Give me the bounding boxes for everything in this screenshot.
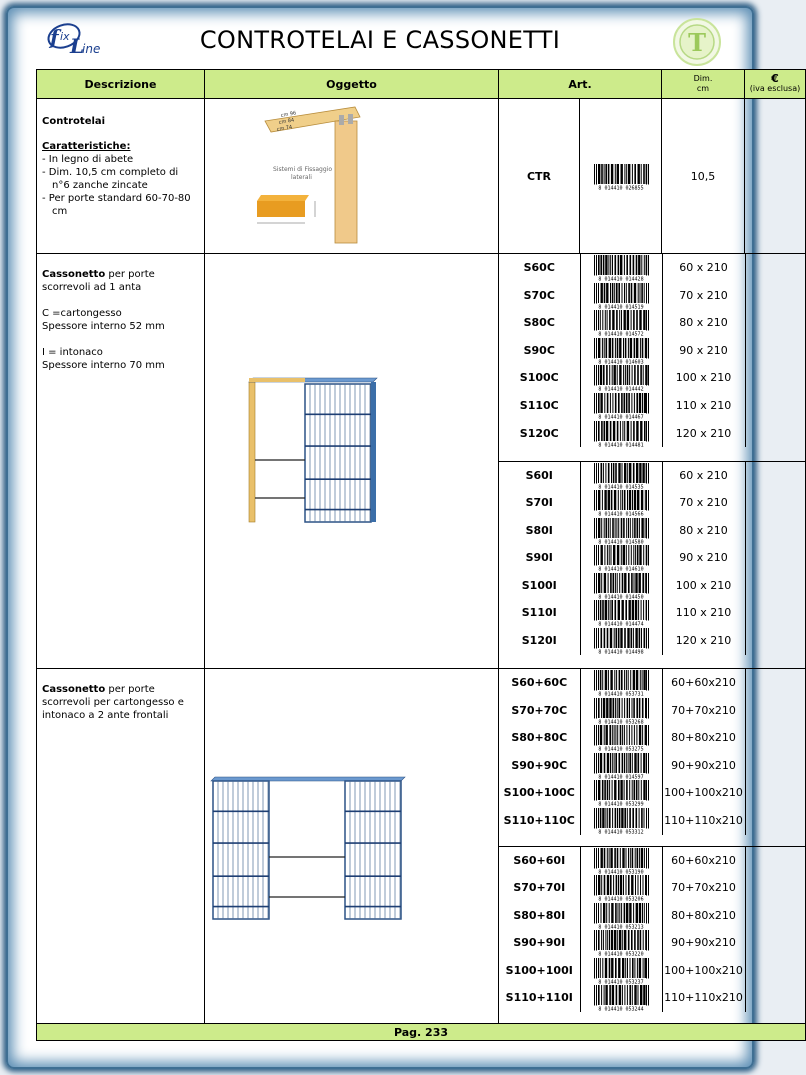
price-cell [745, 489, 806, 517]
barcode-icon [588, 627, 654, 654]
desc-controtelai [37, 99, 205, 254]
item-dim: 110+110x210 [662, 807, 745, 835]
desc-cassonetto-1 [37, 254, 205, 669]
barcode-icon [588, 364, 654, 391]
item-code: S60+60I [499, 847, 580, 875]
item-row [499, 572, 806, 600]
barcode-number: 8 014410 014519 [598, 304, 644, 311]
item-row [499, 337, 806, 365]
svg-text:ine: ine [82, 42, 101, 56]
item-dim: 110+110x210 [662, 984, 745, 1012]
price-cell [745, 957, 806, 985]
barcode-number: 8 014410 053731 [598, 691, 644, 698]
table-row-controtelai [37, 99, 806, 254]
price-cell [745, 462, 806, 490]
item-code: S70C [499, 282, 580, 310]
barcode-icon [588, 572, 654, 599]
item-row [499, 697, 806, 725]
barcode-number: 8 014410 014580 [598, 539, 644, 546]
item-dim: 60 x 210 [662, 462, 745, 490]
image-controtelai [205, 99, 499, 254]
price-cell [745, 99, 806, 254]
item-dim: 70+70x210 [662, 874, 745, 902]
item-dim: 90+90x210 [662, 752, 745, 780]
barcode-icon [588, 957, 654, 984]
barcode-number: 8 014410 014481 [598, 442, 644, 449]
barcode-number: 8 014410 014442 [598, 386, 644, 393]
item-row [499, 392, 806, 420]
barcode-number: 8 014410 014498 [598, 649, 644, 656]
barcode-icon [588, 669, 654, 696]
item-row [499, 282, 806, 310]
group-i-cell [499, 461, 806, 669]
barcode-icon [588, 902, 654, 929]
barcode-cell [580, 309, 662, 337]
desc-title-rest: per porte scorrevoli per cartongesso e intonaco a 2 ante frontali [42, 684, 184, 721]
barcode-icon [588, 163, 654, 190]
item-code: S100+100I [499, 957, 580, 985]
price-cell [745, 572, 806, 600]
barcode-cell [580, 462, 662, 490]
barcode-icon [588, 984, 654, 1011]
barcode-cell [580, 847, 662, 875]
barcode-number: 8 014410 014597 [598, 774, 644, 781]
barcode-cell [580, 874, 662, 902]
barcode-icon [588, 420, 654, 447]
barcode-cell [580, 282, 662, 310]
price-note: (iva esclusa) [749, 84, 801, 93]
dim-label: cm 96 [280, 110, 297, 119]
barcode-number: 8 014410 014535 [598, 484, 644, 490]
items-group-c [499, 669, 805, 835]
item-dim: 100+100x210 [662, 779, 745, 807]
barcode-number: 8 014410 053299 [598, 801, 644, 808]
item-row [499, 462, 806, 490]
barcode-cell [580, 627, 662, 655]
catalog-sheet [36, 14, 801, 1039]
barcode-number: 8 014410 014474 [598, 621, 644, 628]
group-i-cell [499, 846, 806, 1024]
col-dim-unit: cm [696, 84, 710, 93]
image-cassonetto-2 [205, 669, 499, 1024]
desc-line: Spessore interno 70 mm [42, 360, 165, 371]
item-row [499, 929, 806, 957]
item-row [499, 874, 806, 902]
barcode-cell [580, 544, 662, 572]
item-row [499, 489, 806, 517]
price-cell [745, 517, 806, 545]
product-table [36, 69, 806, 1041]
barcode-icon [588, 392, 654, 419]
barcode-cell [580, 489, 662, 517]
price-cell [745, 282, 806, 310]
items-group-c [499, 254, 805, 447]
item-row [499, 309, 806, 337]
item-dim: 90 x 210 [662, 544, 745, 572]
barcode-cell [580, 984, 662, 1012]
col-descrizione: Descrizione [37, 70, 205, 99]
barcode-number: 8 014410 053206 [598, 896, 644, 903]
barcode-icon [588, 309, 654, 336]
barcode-icon [588, 697, 654, 724]
item-code: S90+90C [499, 752, 580, 780]
double-door-pocket-image [205, 669, 499, 1019]
svg-text:f: f [50, 25, 59, 49]
desc-title: Cassonetto [42, 684, 106, 695]
barcode-icon [588, 874, 654, 901]
items-group-i [499, 847, 805, 1013]
item-code: S110C [499, 392, 580, 420]
barcode-number: 8 014410 053244 [598, 1006, 644, 1013]
item-code: S60C [499, 254, 580, 282]
item-row [499, 847, 806, 875]
price-cell [745, 752, 806, 780]
barcode-cell [580, 572, 662, 600]
item-dim: 100 x 210 [662, 364, 745, 392]
desc-title-rest: per porte scorrevoli ad 1 anta [42, 269, 155, 293]
item-row [499, 779, 806, 807]
price-cell [745, 309, 806, 337]
dim-label: cm 74 [276, 124, 293, 133]
price-cell [745, 929, 806, 957]
item-code: S110+110C [499, 807, 580, 835]
barcode-cell [580, 420, 662, 448]
price-cell [745, 847, 806, 875]
col-price [745, 70, 806, 99]
barcode-icon [588, 544, 654, 571]
item-code: S60+60C [499, 669, 580, 697]
barcode-cell [580, 724, 662, 752]
barcode-icon [588, 779, 654, 806]
price-cell [745, 392, 806, 420]
item-dim: 70+70x210 [662, 697, 745, 725]
barcode-cell [580, 392, 662, 420]
desc-line: - Dim. 10,5 cm completo di [42, 167, 179, 178]
item-dim: 60+60x210 [662, 669, 745, 697]
item-row [499, 544, 806, 572]
desc-subtitle: Caratteristiche: [42, 141, 131, 152]
item-row [499, 254, 806, 282]
col-oggetto: Oggetto [205, 70, 499, 99]
barcode-number: 8 014410 014572 [598, 331, 644, 338]
barcode-number: 8 014410 014428 [598, 276, 644, 283]
barcode-cell [580, 807, 662, 835]
barcode-number: 8 014410 014610 [598, 566, 644, 573]
barcode-icon [588, 517, 654, 544]
barcode-cell [580, 929, 662, 957]
dim-label: cm 84 [278, 117, 295, 126]
single-door-pocket-image [205, 254, 499, 664]
frame-drawing-image [205, 99, 499, 249]
desc-cassonetto-2 [37, 669, 205, 1024]
barcode-icon [588, 337, 654, 364]
desc-line: - In legno di abete [42, 154, 134, 165]
item-code: S60I [499, 462, 580, 490]
price-cell [745, 984, 806, 1012]
barcode-number: 8 014410 053268 [598, 719, 644, 726]
price-cell [745, 669, 806, 697]
page-number: Pag. 233 [37, 1024, 806, 1041]
barcode-icon [588, 724, 654, 751]
item-dim: 70 x 210 [662, 489, 745, 517]
item-code: S100I [499, 572, 580, 600]
item-row [499, 420, 806, 448]
item-code: S90I [499, 544, 580, 572]
item-code: S80I [499, 517, 580, 545]
price-cell [745, 420, 806, 448]
barcode-cell [580, 957, 662, 985]
item-code: S90C [499, 337, 580, 365]
svg-text:L: L [70, 34, 85, 58]
price-cell [745, 724, 806, 752]
item-dim: 110 x 210 [662, 392, 745, 420]
barcode-cell [580, 599, 662, 627]
barcode-number: 8 014410 053190 [598, 869, 644, 875]
page-footer [37, 1024, 806, 1041]
item-dim: 80+80x210 [662, 724, 745, 752]
col-dim-label: Dim. [693, 74, 713, 83]
image-cassonetto-1 [205, 254, 499, 669]
item-dim: 60 x 210 [662, 254, 745, 282]
price-cell [745, 874, 806, 902]
barcode-number: 8 014410 014603 [598, 359, 644, 366]
item-code: S120C [499, 420, 580, 448]
item-dim: 80+80x210 [662, 902, 745, 930]
table-row-cassonetto-2 [37, 669, 806, 847]
item-code: S100C [499, 364, 580, 392]
item-code: S80C [499, 309, 580, 337]
price-cell [745, 544, 806, 572]
barcode-number: 8 014410 053220 [598, 951, 644, 958]
barcode-icon [588, 807, 654, 834]
item-code: S120I [499, 627, 580, 655]
barcode-number: 8 014410 026855 [597, 185, 644, 191]
item-code: S70+70C [499, 697, 580, 725]
price-cell [745, 599, 806, 627]
item-row [499, 724, 806, 752]
barcode-icon [588, 929, 654, 956]
barcode-icon [588, 282, 654, 309]
barcode-cell [580, 254, 662, 282]
item-dim: 110 x 210 [662, 599, 745, 627]
item-code: S110+110I [499, 984, 580, 1012]
item-code: S100+100C [499, 779, 580, 807]
items-group-i [499, 462, 805, 655]
item-dim: 70 x 210 [662, 282, 745, 310]
barcode-icon [588, 489, 654, 516]
item-code: S70+70I [499, 874, 580, 902]
group-c-cell [499, 669, 806, 847]
barcode-icon [588, 462, 654, 489]
barcode-cell [580, 99, 662, 254]
item-row [499, 807, 806, 835]
item-code: S70I [499, 489, 580, 517]
price-cell [745, 902, 806, 930]
table-header-row [37, 70, 806, 99]
item-code: S80+80C [499, 724, 580, 752]
barcode-icon [588, 599, 654, 626]
item-dim: 100 x 210 [662, 572, 745, 600]
item-code: S90+90I [499, 929, 580, 957]
price-cell [745, 807, 806, 835]
barcode-number: 8 014410 014467 [598, 414, 644, 421]
svg-text:ix: ix [60, 30, 70, 43]
barcode-cell [580, 669, 662, 697]
page-title: CONTROTELAI E CASSONETTI [199, 26, 561, 54]
desc-line: C =cartongesso [42, 308, 122, 319]
col-art: Art. [499, 70, 662, 99]
item-row [499, 752, 806, 780]
item-dim: 10,5 [662, 99, 745, 254]
barcode-cell [580, 364, 662, 392]
barcode-icon [588, 847, 654, 874]
barcode-cell [580, 752, 662, 780]
barcode-icon [588, 752, 654, 779]
group-c-cell [499, 254, 806, 462]
barcode-cell [580, 902, 662, 930]
barcode-cell [580, 517, 662, 545]
item-dim: 120 x 210 [662, 627, 745, 655]
price-cell [745, 697, 806, 725]
barcode-cell [580, 697, 662, 725]
barcode-number: 8 014410 053312 [598, 829, 644, 836]
item-code: S80+80I [499, 902, 580, 930]
item-dim: 80 x 210 [662, 517, 745, 545]
item-dim: 90+90x210 [662, 929, 745, 957]
item-dim: 100+100x210 [662, 957, 745, 985]
desc-title: Controtelai [42, 116, 106, 127]
item-row [499, 669, 806, 697]
price-cell [745, 364, 806, 392]
item-dim: 90 x 210 [662, 337, 745, 365]
item-dim: 80 x 210 [662, 309, 745, 337]
barcode-cell [580, 337, 662, 365]
desc-line: I = intonaco [42, 347, 103, 358]
price-cell [745, 779, 806, 807]
item-code: CTR [499, 99, 580, 254]
item-row [499, 517, 806, 545]
price-cell [745, 337, 806, 365]
item-row [499, 364, 806, 392]
price-symbol: € [771, 72, 779, 85]
barcode-number: 8 014410 014566 [598, 511, 644, 518]
desc-line: n°6 zanche zincate [52, 180, 148, 191]
item-row [499, 599, 806, 627]
barcode-number: 8 014410 053237 [598, 979, 644, 986]
item-row [499, 627, 806, 655]
col-dim [662, 70, 745, 99]
desc-title: Cassonetto [42, 269, 106, 280]
item-row [499, 902, 806, 930]
price-cell [745, 254, 806, 282]
desc-line: cm [52, 206, 68, 217]
item-code: S110I [499, 599, 580, 627]
item-dim: 120 x 210 [662, 420, 745, 448]
barcode-icon [588, 254, 654, 281]
barcode-number: 8 014410 053275 [598, 746, 644, 753]
desc-line: Spessore interno 52 mm [42, 321, 165, 332]
desc-line: - Per porte standard 60-70-80 [42, 193, 191, 204]
svg-text:T: T [688, 28, 706, 57]
barcode-cell [580, 779, 662, 807]
table-row-cassonetto-1 [37, 254, 806, 462]
brand-seal-icon [672, 17, 722, 67]
item-row [499, 957, 806, 985]
image-caption: Sistemi di Fissaggio laterali [273, 166, 333, 181]
item-dim: 60+60x210 [662, 847, 745, 875]
page-header [36, 14, 724, 69]
price-cell [745, 627, 806, 655]
item-row [499, 984, 806, 1012]
barcode-number: 8 014410 053213 [598, 924, 644, 931]
barcode-number: 8 014410 014450 [598, 594, 644, 601]
